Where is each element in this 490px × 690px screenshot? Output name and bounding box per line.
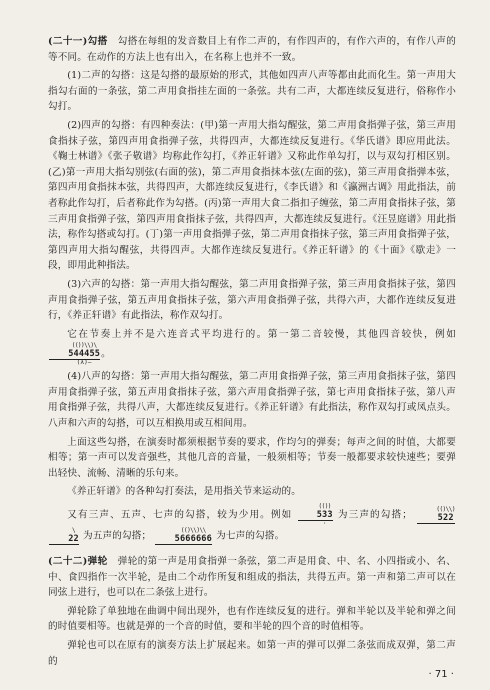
page-number: · 71 · bbox=[428, 669, 454, 680]
paragraph-six-note-rhythm bbox=[48, 327, 456, 367]
paragraph-tanlun-repeat: 弹轮除了单独地在曲调中间出现外，也有作连续反复的进行。弹和半轮以及半轮和弹之间的时值要相等。也就是弹的一个音的时值，要和半轮的四个音的时值相等。 bbox=[48, 605, 456, 633]
odd-notes-text-a: 又有三声、五声、七声的勾搭，较为少用。例如 bbox=[67, 509, 293, 521]
section-21-intro: 勾搭在每组的发音数目上有作二声的，有作四声的，有作六声的，有作八声的等不同。在动作的方法上也有出入，在名称上也并不一致。 bbox=[48, 36, 456, 63]
paragraph-odd-notes bbox=[48, 503, 456, 545]
paragraph-tanlun-extend: 弹轮也可以在原有的演奏方法上扩展起来。如第一声的弹可以弹二条弦而成双弹，第二声的 bbox=[48, 640, 456, 667]
notation-3a-marks: (()\\) bbox=[436, 506, 456, 514]
odd-notes-text-b: 为三声的勾搭； bbox=[337, 509, 412, 521]
paragraph-eight-note: (4)八声的勾搭：第一声用大指勾醒弦，第二声用食指弹子弦，第三声用食指抹子弦，第四声用食指弹子弦，第五声用食指抹子弦，第六声用食指弹子弦，第七声用食指抹子弦，第八声用食指弹子弦，共得八声，大都连续反复进行。《养正轩谱》有此指法，称作双勾打或凤点头。八声和六声的勾搭，可以互相换用或互相间用。 bbox=[48, 371, 456, 430]
section-22-heading-paragraph bbox=[48, 554, 456, 601]
notation-3b-digits: 22 bbox=[49, 534, 79, 545]
notation-1-below: (λ)— bbox=[76, 359, 92, 367]
notation-example-1 bbox=[48, 342, 101, 366]
section-21-heading-paragraph bbox=[48, 34, 456, 65]
odd-notes-text-c: 为五声的勾搭； bbox=[83, 530, 152, 542]
notation-1-digits: 544455 bbox=[49, 349, 100, 360]
notation-2-digits: 533 bbox=[298, 510, 333, 521]
notation-example-3a bbox=[416, 506, 456, 524]
section-22-intro: 弹轮的第一声是用食指弹一条弦，第二声是用食、中、名、小四指或小、名、中、食四指作一次半轮，是由二个动作所复和组成的指法，共得五声。第一声和第二声可以在同弦上进行，也可以在二条弦上进行。 bbox=[48, 556, 456, 599]
notation-3b-marks: \ bbox=[71, 527, 76, 535]
notation-2-below: · bbox=[322, 520, 327, 528]
odd-notes-text-d: 为七声的勾搭。 bbox=[216, 530, 285, 542]
notation-4-digits: 5666666 bbox=[155, 534, 211, 545]
rhythm-text-end: 。 bbox=[101, 348, 111, 360]
paragraph-four-note: (2)四声的勾搭：有四种奏法：(甲)第一声用大指勾醒弦，第二声用食指弹子弦，第三声用食指抹子弦，第四声用食指弹子弦，共得四声，大都连续反复进行。《华氏谱》即应用此法。《鞠士林谱》《张子敬谱》均称此作勾打，《养正轩谱》又称此作单勾打，以与双勾打相区别。(乙)第一声用大指勾别弦(右面的弦)，第二声用食指抹本弦(左面的弦)，第三声用食指弹本弦，第四声用食指抹本弦，共得四声，大都连续反复进行，《李氏谱》和《瀛洲古调》用此指法，前者称此作勾打，后者称此作为勾搭。(丙)第一声用大食二指扣子缠弦，第二声用食指抹子弦，第三声用食指弹子弦，第四声用食指抹子弦，共得四声，大都连续反复进行。《汪昱庭谱》用此指法，称作勾搭或勾打。(丁)第一声用食指弹子弦，第二声用食指抹子弦，第三声用食指弹子弦，第四声用大指勾醒弦，共得四声。大都作连续反复进行。《养正轩谱》的《十面》《歇走》一段，即用此种指法。 bbox=[48, 119, 456, 272]
rhythm-text: 它在节奏上并不是六连音式平均进行的。第一第二音较慢，其他四音较快，例如 bbox=[67, 328, 456, 340]
notation-4-marks: (()\\)\\ bbox=[180, 527, 206, 535]
notation-example-3b bbox=[48, 527, 80, 545]
notation-example-2 bbox=[297, 503, 334, 527]
paragraph-general-notes: 上面这些勾搭，在演奏时都须根据节奏的要求，作均匀的弹奏；每声之间的时值，大都要相等；第一声可以发音强些，其他几音的音量，一般须相等；节奏一般都要求较快速些；要弹出轻快、流畅、清晰的乐句来。 bbox=[48, 436, 456, 479]
section-22-title: (二十二)弹轮 bbox=[48, 556, 108, 568]
notation-3a-digits: 522 bbox=[417, 513, 455, 524]
section-21-title: (二十一)勾搭 bbox=[48, 36, 108, 47]
paragraph-yangzheng: 《养正轩谱》的各种勾打奏法，是用指关节来运动的。 bbox=[67, 486, 302, 498]
notation-example-4 bbox=[154, 527, 212, 545]
paragraph-six-note: (3)六声的勾搭：第一声用大指勾醒弦，第二声用食指弹子弦，第三声用食指抹子弦，第四声用食指弹子弦，第五声用食指抹子弦，第六声用食指弹子弦，共得六声，大都作连续反复进行，《养正轩谱》有此指法，称作双勾打。 bbox=[48, 278, 456, 322]
notation-2-marks: (()) bbox=[318, 503, 331, 511]
notation-1-marks: (())\\)\ bbox=[71, 342, 97, 350]
paragraph-two-note: (1)二声的勾搭：这是勾搭的最原始的形式，其他如四声八声等都由此而化生。第一声用大指勾右面的一条弦，第二声用食指挂左面的一条弦。共有二声，大都连续反复进行，俗称作小勾打。 bbox=[48, 70, 456, 113]
